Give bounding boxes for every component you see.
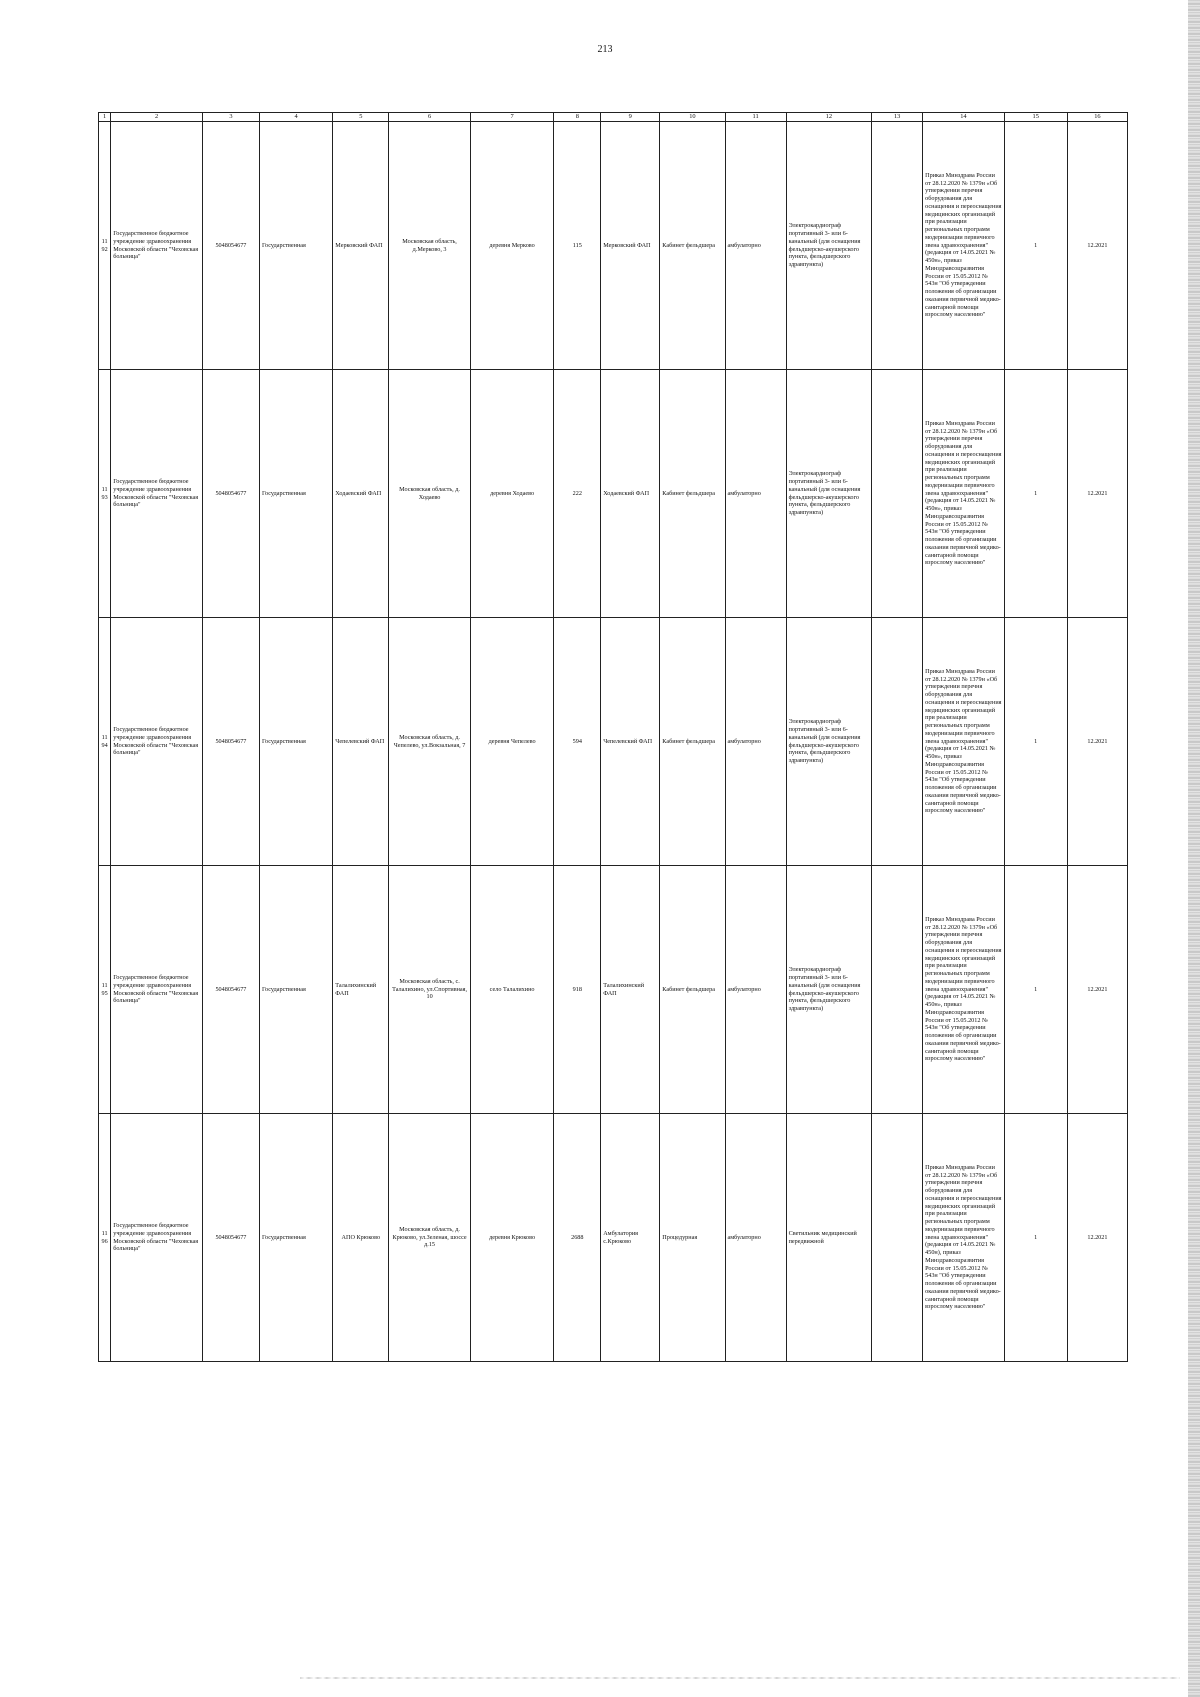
empty-cell	[872, 1114, 923, 1362]
column-header: 2	[111, 113, 203, 122]
row-number-cell: 1192	[99, 122, 111, 370]
quantity-cell: 1	[1004, 1114, 1067, 1362]
date-cell: 12.2021	[1067, 370, 1127, 618]
unit-cell: Чепелевский ФАП	[333, 618, 389, 866]
locality-cell: деревня Чепелево	[470, 618, 554, 866]
equipment-cell: Электрокардиограф портативный 3- или 6-канальный (для оснащения фельдшерско-акушерского пункта, фельдшерского здравпункта)	[786, 370, 872, 618]
scan-edge-artifact	[1188, 0, 1200, 1697]
legal-basis-cell: Приказ Минздрава России от 28.12.2020 № 1379н «Об утверждении перечня оборудования для оснащения и переоснащения медицинских организаций при реализации региональных программ модернизации первичного звена здравоохранения"(редакция от 14.05.2021 № 450н», приказ Минздравсоцразвития России от 15.05.2012 № 543н "Об утверждении положения об организации оказания первичной медико-санитарной помощи взрослому населению"	[923, 370, 1005, 618]
unit-cell: АПО Крюково	[333, 1114, 389, 1362]
column-header: 13	[872, 113, 923, 122]
empty-cell	[872, 370, 923, 618]
inn-cell: 5048054677	[202, 370, 259, 618]
equipment-cell: Электрокардиограф портативный 3- или 6-канальный (для оснащения фельдшерско-акушерского пункта, фельдшерского здравпункта)	[786, 618, 872, 866]
quantity-cell: 1	[1004, 370, 1067, 618]
date-cell: 12.2021	[1067, 866, 1127, 1114]
locality-cell: деревня Крюково	[470, 1114, 554, 1362]
table-row	[99, 122, 1128, 370]
column-header: 8	[554, 113, 601, 122]
room-cell: Кабинет фельдшера	[660, 618, 725, 866]
row-number-cell: 1194	[99, 618, 111, 866]
facility-cell: Мерковский ФАП	[601, 122, 660, 370]
date-cell: 12.2021	[1067, 122, 1127, 370]
address-cell: Московская область, с. Талалихино, ул.Спортивная, 10	[389, 866, 471, 1114]
column-header: 12	[786, 113, 872, 122]
table-row	[99, 618, 1128, 866]
facility-cell: Чепелевский ФАП	[601, 618, 660, 866]
table-row	[99, 370, 1128, 618]
population-cell: 594	[554, 618, 601, 866]
population-cell: 918	[554, 866, 601, 1114]
organization-cell: Государственное бюджетное учреждение здравоохранения Московской области "Чеховская больница"	[111, 618, 203, 866]
column-header: 3	[202, 113, 259, 122]
column-header: 9	[601, 113, 660, 122]
ownership-cell: Государственная	[259, 618, 332, 866]
care-type-cell: амбулаторно	[725, 1114, 786, 1362]
empty-cell	[872, 122, 923, 370]
equipment-register-table	[98, 112, 1128, 1362]
inn-cell: 5048054677	[202, 1114, 259, 1362]
ownership-cell: Государственная	[259, 866, 332, 1114]
table-row	[99, 866, 1128, 1114]
facility-cell: Ходаевский ФАП	[601, 370, 660, 618]
empty-cell	[872, 866, 923, 1114]
legal-basis-cell: Приказ Минздрава России от 28.12.2020 № 1379н «Об утверждении перечня оборудования для оснащения и переоснащения медицинских организаций при реализации региональных программ модернизации первичного звена здравоохранения"(редакция от 14.05.2021 № 450н», приказ Минздравсоцразвития России от 15.05.2012 № 543н "Об утверждении положения об организации оказания первичной медико-санитарной помощи взрослому населению"	[923, 618, 1005, 866]
quantity-cell: 1	[1004, 866, 1067, 1114]
care-type-cell: амбулаторно	[725, 618, 786, 866]
column-number-header-row	[99, 113, 1128, 122]
locality-cell: село Талалихино	[470, 866, 554, 1114]
legal-basis-cell: Приказ Минздрава России от 28.12.2020 № 1379н «Об утверждении перечня оборудования для оснащения и переоснащения медицинских организаций при реализации региональных программ модернизации первичного звена здравоохранения"(редакция от 14.05.2021 № 450н), приказ Минздравсоцразвития России от 15.05.2012 № 543н "Об утверждении положения об организации оказания первичной медико-санитарной помощи взрослому населению"	[923, 1114, 1005, 1362]
locality-cell: деревня Мерково	[470, 122, 554, 370]
table-row	[99, 1114, 1128, 1362]
population-cell: 2688	[554, 1114, 601, 1362]
room-cell: Кабинет фельдшера	[660, 122, 725, 370]
column-header: 16	[1067, 113, 1127, 122]
population-cell: 115	[554, 122, 601, 370]
unit-cell: Ходаевский ФАП	[333, 370, 389, 618]
unit-cell: Талалихинский ФАП	[333, 866, 389, 1114]
scan-noise-line	[300, 1677, 1180, 1679]
quantity-cell: 1	[1004, 618, 1067, 866]
column-header: 14	[923, 113, 1005, 122]
date-cell: 12.2021	[1067, 1114, 1127, 1362]
row-number-cell: 1193	[99, 370, 111, 618]
legal-basis-cell: Приказ Минздрава России от 28.12.2020 № 1379н «Об утверждении перечня оборудования для оснащения и переоснащения медицинских организаций при реализации региональных программ модернизации первичного звена здравоохранения"(редакция от 14.05.2021 № 450н», приказ Минздравсоцразвития России от 15.05.2012 № 543н "Об утверждении положения об организации оказания первичной медико-санитарной помощи взрослому населению"	[923, 122, 1005, 370]
inn-cell: 5048054677	[202, 122, 259, 370]
equipment-cell: Электрокардиограф портативный 3- или 6-канальный (для оснащения фельдшерско-акушерского пункта, фельдшерского здравпункта)	[786, 122, 872, 370]
column-header: 1	[99, 113, 111, 122]
quantity-cell: 1	[1004, 122, 1067, 370]
care-type-cell: амбулаторно	[725, 866, 786, 1114]
column-header: 5	[333, 113, 389, 122]
address-cell: Московская область, д. Чепелево, ул.Вокзальная, 7	[389, 618, 471, 866]
organization-cell: Государственное бюджетное учреждение здравоохранения Московской области "Чеховская больница"	[111, 1114, 203, 1362]
row-number-cell: 1195	[99, 866, 111, 1114]
column-header: 7	[470, 113, 554, 122]
address-cell: Московская область, д.Мерково, 3	[389, 122, 471, 370]
organization-cell: Государственное бюджетное учреждение здравоохранения Московской области "Чеховская больница"	[111, 122, 203, 370]
date-cell: 12.2021	[1067, 618, 1127, 866]
ownership-cell: Государственная	[259, 370, 332, 618]
equipment-cell: Светильник медицинский передвижной	[786, 1114, 872, 1362]
room-cell: Кабинет фельдшера	[660, 370, 725, 618]
column-header: 15	[1004, 113, 1067, 122]
column-header: 11	[725, 113, 786, 122]
legal-basis-cell: Приказ Минздрава России от 28.12.2020 № 1379н «Об утверждении перечня оборудования для оснащения и переоснащения медицинских организаций при реализации региональных программ модернизации первичного звена здравоохранения"(редакция от 14.05.2021 № 450н», приказ Минздравсоцразвития России от 15.05.2012 № 543н "Об утверждении положения об организации оказания первичной медико-санитарной помощи взрослому населению"	[923, 866, 1005, 1114]
care-type-cell: амбулаторно	[725, 370, 786, 618]
ownership-cell: Государственная	[259, 122, 332, 370]
unit-cell: Мерковский ФАП	[333, 122, 389, 370]
facility-cell: Амбулатория с.Крюково	[601, 1114, 660, 1362]
equipment-cell: Электрокардиограф портативный 3- или 6-канальный (для оснащения фельдшерско-акушерского пункта, фельдшерского здравпункта)	[786, 866, 872, 1114]
column-header: 10	[660, 113, 725, 122]
column-header: 4	[259, 113, 332, 122]
inn-cell: 5048054677	[202, 618, 259, 866]
inn-cell: 5048054677	[202, 866, 259, 1114]
address-cell: Московская область, д. Ходаево	[389, 370, 471, 618]
address-cell: Московская область, д. Крюково, ул.Зеленая, шоссе д.15	[389, 1114, 471, 1362]
column-header: 6	[389, 113, 471, 122]
room-cell: Кабинет фельдшера	[660, 866, 725, 1114]
facility-cell: Талалихинский ФАП	[601, 866, 660, 1114]
care-type-cell: амбулаторно	[725, 122, 786, 370]
population-cell: 222	[554, 370, 601, 618]
organization-cell: Государственное бюджетное учреждение здравоохранения Московской области "Чеховская больница"	[111, 866, 203, 1114]
organization-cell: Государственное бюджетное учреждение здравоохранения Московской области "Чеховская больница"	[111, 370, 203, 618]
row-number-cell: 1196	[99, 1114, 111, 1362]
locality-cell: деревня Ходаево	[470, 370, 554, 618]
ownership-cell: Государственная	[259, 1114, 332, 1362]
page-number: 213	[597, 44, 613, 55]
room-cell: Процедурная	[660, 1114, 725, 1362]
empty-cell	[872, 618, 923, 866]
